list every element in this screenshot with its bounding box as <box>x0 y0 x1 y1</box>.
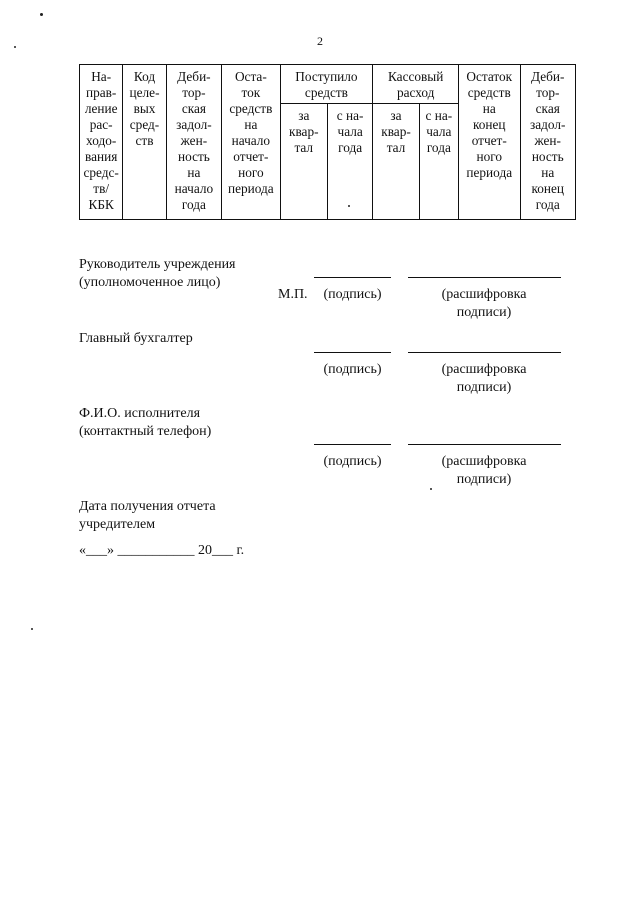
head-signatory-label: Руководитель учреждения (уполномоченное лицо) <box>79 257 236 290</box>
executor-signature-caption: (подпись) <box>323 454 382 469</box>
date-received-label: Дата получения отчета учредителем <box>79 499 216 532</box>
col-target-code-header: Код целе- вых сред- ств <box>123 65 166 220</box>
col-direction-header: На- прав- ление рас- ходо- вания средс- тв/ КБК <box>80 65 123 220</box>
accountant-decoding-line <box>408 352 561 353</box>
scan-speck <box>40 13 43 16</box>
col-balance-start-header: Оста- ток средств на начало отчет- ного периода <box>222 65 280 220</box>
page-number: 2 <box>317 34 323 48</box>
scan-speck <box>31 628 33 630</box>
stamp-placeholder: М.П. <box>278 287 308 302</box>
expense-quarter-header: за квар- тал <box>373 104 419 220</box>
scan-speck <box>348 205 350 207</box>
report-header-table <box>79 64 576 220</box>
scan-speck <box>14 46 16 48</box>
head-decoding-line <box>408 277 561 278</box>
accountant-signature-caption: (подпись) <box>323 362 382 377</box>
executor-decoding-line <box>408 444 561 445</box>
col-receivables-start-header: Деби- тор- ская задол- жен- ность на начало года <box>166 65 221 220</box>
col-cash-expense-header: Кассовый расход <box>373 65 459 104</box>
scan-speck <box>430 488 432 490</box>
col-receivables-end-header: Деби- тор- ская задол- жен- ность на конец года <box>520 65 576 220</box>
head-signature-caption: (подпись) <box>323 287 382 302</box>
head-signature-line <box>314 277 391 278</box>
received-ytd-header: с на- чала года <box>327 104 372 220</box>
executor-signature-line <box>314 444 391 445</box>
received-quarter-header: за квар- тал <box>280 104 327 220</box>
col-balance-end-header: Остаток средств на конец отчет- ного периода <box>459 65 520 220</box>
date-fill-line: «___» ___________ 20___ г. <box>79 543 245 558</box>
accountant-label: Главный бухгалтер <box>79 331 193 346</box>
executor-decoding-caption: (расшифровка подписи) <box>441 454 527 487</box>
accountant-signature-line <box>314 352 391 353</box>
executor-label: Ф.И.О. исполнителя (контактный телефон) <box>79 406 212 439</box>
col-received-header: Поступило средств <box>280 65 373 104</box>
accountant-decoding-caption: (расшифровка подписи) <box>441 362 527 395</box>
head-decoding-caption: (расшифровка подписи) <box>441 287 527 320</box>
expense-ytd-header: с на- чала года <box>419 104 458 220</box>
